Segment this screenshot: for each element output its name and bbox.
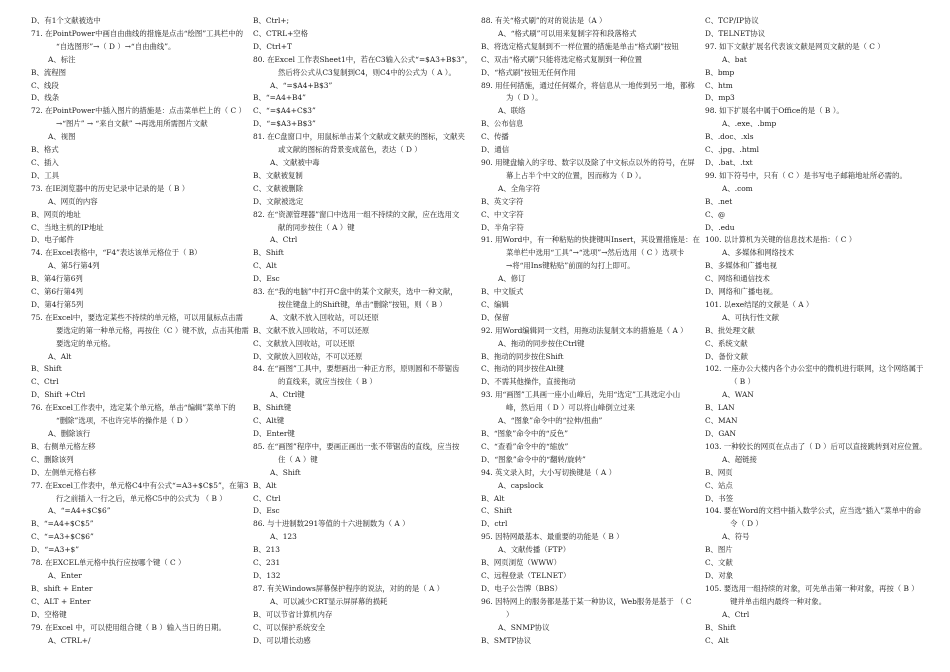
- text-line: 84. 在“画图”工具中，要想画出一种正方形，原则圆和不带锯齿: [253, 364, 460, 374]
- text-line: D、保留: [481, 312, 510, 322]
- text-line: A、文献被中毒: [270, 157, 320, 167]
- text-line: 81. 在C盘窗口中，用鼠标单击某个文献或文献夹的图标，文献夹: [253, 132, 465, 142]
- text-line: B、可以节省计算机内存: [253, 609, 333, 619]
- text-line: 然后将公式从C3复制到C4，则C4中的公式为（ A ）。: [278, 67, 456, 77]
- text-line: B、流程图: [31, 67, 66, 77]
- text-line: C、Shift: [481, 506, 512, 516]
- text-line: D、半角字符: [481, 222, 524, 232]
- text-line: C、“查看”命令中的“缩放”: [481, 441, 569, 451]
- text-line: B、第4行第6列: [31, 274, 83, 284]
- text-line: C、编辑: [481, 299, 509, 309]
- text-line: C、双击“格式刷”只能将选定格式复制到一种位置: [481, 54, 643, 64]
- text-line: C、系统文献: [705, 338, 748, 348]
- text-line: C、Alt键: [253, 416, 285, 426]
- text-line: D、电子邮件: [31, 235, 74, 245]
- text-line: 101. 以exe结尾的文献是（ A ）: [705, 299, 814, 309]
- text-line: 86. 与十进制数291等值的十六进制数为（ A ）: [253, 519, 410, 529]
- text-line: 94. 英文录入时，大小写切换键是（ A ）: [481, 467, 616, 477]
- text-line: D、有1个文献被选中: [31, 16, 101, 25]
- text-line: D、“格式刷”按钮无任何作用: [481, 67, 576, 77]
- text-line: A、文献不放入回收站，可以还原: [270, 312, 379, 322]
- text-line: D、Esc: [253, 274, 280, 284]
- text-line: B、Shift: [705, 622, 736, 632]
- text-line: 峰，然后用（ D ）可以将山峰倒立过来: [506, 403, 635, 413]
- text-line: 92. 用Word编辑同一文档，用拖动法复制文本的措施是（ A ）: [481, 325, 688, 335]
- text-line: A、SNMP协议: [498, 622, 550, 632]
- text-line: 91. 用Word中，有一种粘贴的快捷键叫Insert，其设置措施是：在: [481, 235, 700, 245]
- text-line: 88. 有关“格式刷”的对的说法是（A ）: [481, 16, 607, 25]
- text-line: 98. 如下扩展名中属于Office的是（ B ）。: [705, 106, 844, 116]
- text-line: A、“=$A4+B$3”: [270, 80, 333, 90]
- text-line: A、capslock: [498, 480, 544, 490]
- text-line: 77. 在Excel工作表中，单元格C4中有公式“=A3+$C$5”，在第3: [31, 480, 249, 490]
- text-line: 104. 要在Word的文档中插入数学公式，应当选“插入”菜单中的命: [705, 506, 922, 516]
- text-line: B、拖动的同步按住Shift: [481, 351, 564, 361]
- text-line: D、Ctrl+T: [253, 41, 292, 51]
- text-line: B、图片: [705, 545, 733, 555]
- text-line: 85. 在“画图”程序中，要画正画出一张不带锯齿的直线，应当按: [253, 441, 460, 451]
- text-line: C、第6行第4列: [31, 287, 84, 297]
- text-line: A、文献传播（FTP）: [498, 545, 571, 555]
- text-line: B、将选定格式复制到不一样位置的措施是单击“格式刷”按钮: [481, 41, 679, 51]
- text-line: B、公布信息: [481, 119, 524, 129]
- text-line: B、网页: [705, 467, 733, 477]
- text-line: 要选定的单元格。: [56, 338, 116, 348]
- text-line: A、“图象”命令中的“拉伸/扭曲”: [498, 416, 603, 426]
- text-line: →将“用Ins键粘贴”前面的勾打上即可。: [506, 261, 635, 271]
- text-line: D、网络和广播电视。: [705, 287, 778, 297]
- text-line: D、线条: [31, 93, 60, 103]
- column-1: [31, 15, 249, 647]
- text-line: A、Ctrl: [270, 235, 298, 245]
- text-line: 为（ D ）。: [506, 93, 543, 103]
- text-line: C、ALT + Enter: [31, 596, 91, 606]
- text-line: A、拖动的同步按住Ctrl键: [498, 338, 585, 348]
- text-line: D、.edu: [705, 222, 735, 232]
- text-line: D、第4行第5列: [31, 299, 84, 309]
- text-line: D、Esc: [253, 506, 280, 516]
- text-line: 80. 在Excel 工作表Sheet1中，若在C3输入公式“=$A3+B$3”，: [253, 54, 473, 64]
- text-line: A、WAN: [722, 390, 754, 400]
- text-line: A、.com: [722, 183, 753, 193]
- text-line: B、SMTP协议: [481, 635, 532, 645]
- text-line: D、电子公告牌（BBS）: [481, 583, 562, 593]
- text-line: B、213: [253, 545, 280, 555]
- text-line: 菜单栏中选用“工具”→“选项”→然后选用（ C ）选项卡: [506, 248, 685, 258]
- text-line: 76. 在Excel工作表中，选定某个单元格，单击“编辑”菜单下的: [31, 403, 236, 413]
- text-line: （ B ）: [730, 377, 755, 387]
- text-line: C、Alt: [705, 635, 729, 645]
- text-line: B、批处理文献: [705, 325, 755, 335]
- text-line: C、231: [253, 558, 281, 568]
- text-line: 83. 在“我的电脑”中打开C盘中的某个文献夹，选中一种文献，: [253, 287, 458, 297]
- text-line: C、“=$A4+C$3”: [253, 106, 316, 116]
- text-line: B、bmp: [705, 67, 735, 77]
- text-line: 的直线来，就应当按住（ B ）: [278, 377, 377, 387]
- text-line: 87. 有关Windows屏幕保护程序的说法，对的的是（ A ）: [253, 583, 445, 593]
- text-line: 78. 在EXCEL单元格中执行应按哪个键（ C ）: [31, 558, 186, 568]
- text-line: 96. 因特网上的服务都是基于某一种协议，Web服务是基于 （ C: [481, 596, 692, 606]
- text-line: 72. 在PointPower中插入图片的措施是：点击菜单栏上的（ C ）: [31, 106, 246, 116]
- text-line: D、TELNET协议: [705, 28, 766, 38]
- text-line: A、可以减少CRT显示屏屏幕的损耗: [270, 596, 388, 606]
- text-line: B、右侧单元格左移: [31, 441, 96, 451]
- text-line: 103. 一种较长的网页在点击了（ D ）后可以直接跳转到对应位置。: [705, 441, 927, 451]
- text-line: 献的同步按住（ A ）键: [278, 222, 355, 232]
- text-line: A、“格式刷”可以用来复制字符和段落格式: [498, 28, 637, 38]
- text-line: C、中文字符: [481, 209, 524, 219]
- text-line: 住（ A ）键: [278, 454, 318, 464]
- text-line: B、文献不放入回收站，不可以还原: [253, 325, 370, 335]
- text-line: B、文献被复制: [253, 170, 303, 180]
- text-line: A、标注: [48, 54, 76, 64]
- text-line: C、Ctrl: [31, 377, 59, 387]
- text-line: “自选图形”→（ D ）→“自由曲线”。: [56, 41, 176, 51]
- text-line: B、Alt: [481, 493, 505, 503]
- text-line: C、CTRL+空格: [253, 28, 309, 38]
- text-line: A、Ctrl: [722, 609, 750, 619]
- text-line: B、格式: [31, 145, 59, 155]
- text-line: A、CTRL+/: [48, 635, 91, 645]
- text-line: B、Shift: [253, 248, 284, 258]
- text-line: B、网页的地址: [31, 209, 81, 219]
- text-line: B、Shift: [31, 364, 62, 374]
- text-line: D、可以增长动感: [253, 635, 311, 645]
- text-line: C、“=A3+$C$6”: [31, 532, 94, 542]
- text-line: D、文献被选定: [253, 196, 304, 206]
- text-line: B、中文版式: [481, 287, 524, 297]
- text-line: C、@: [705, 209, 726, 219]
- text-line: 要选定的第一种单元格，再按住（C ）键不放，点击其他需: [56, 325, 249, 335]
- text-line: C、线段: [31, 80, 59, 90]
- text-line: B、Shift键: [253, 403, 292, 413]
- text-line: C、传播: [481, 132, 509, 142]
- text-line: D、备份文献: [705, 351, 748, 361]
- text-line: A、符号: [722, 532, 750, 542]
- text-line: C、当地主机的IP地址: [31, 222, 104, 232]
- text-line: C、文献被删除: [253, 183, 303, 193]
- text-line: D、ctrl: [481, 519, 508, 529]
- text-line: C、远程登录（TELNET）: [481, 570, 571, 580]
- text-line: →“图片” → “来自文献” →再选用所需图片文献: [56, 119, 208, 129]
- text-line: 71. 在PointPower中画自由曲线的措施是点击“绘图”工具栏中的: [31, 28, 244, 38]
- text-line: A、“=A4+$C$6”: [48, 506, 111, 516]
- text-line: C、Alt: [253, 261, 277, 271]
- text-line: A、联络: [498, 106, 526, 116]
- text-line: D、“图象”命令中的“翻转/旋转”: [481, 454, 586, 464]
- text-line: B、“图象”命令中的“反色”: [481, 429, 569, 438]
- text-line: B、“=A4+B4”: [253, 93, 306, 103]
- text-line: C、网络和通信技术: [705, 274, 770, 284]
- column-2: [253, 15, 475, 647]
- text-line: 幕上占半个中文的位置，因而称为（ D ）。: [506, 170, 646, 180]
- text-line: 按住键盘上的Shift键，单击“删除”按钮，则（ B ）: [278, 299, 447, 309]
- text-line: D、GAN: [705, 429, 737, 438]
- text-line: C、.jpg、.html: [705, 145, 759, 155]
- text-line: 95. 因特网最基本、最重要的功能是（ B ）: [481, 532, 624, 542]
- text-line: C、TCP/IP协议: [705, 16, 759, 25]
- text-line: 73. 在IE浏览器中的历史记录中记录的是（ B ）: [31, 183, 190, 193]
- text-line: D、文献放入回收站，不可以还原: [253, 351, 363, 361]
- text-line: D、Enter键: [253, 429, 295, 438]
- text-line: 97. 如下文献扩展名代表该文献是网页文献的是（ C ）: [705, 41, 885, 51]
- text-line: A、.exe、.bmp: [722, 119, 777, 129]
- text-line: C、文献: [705, 558, 733, 568]
- text-line: 令（ D ）: [730, 519, 763, 529]
- text-line: B、shift + Enter: [31, 583, 93, 593]
- text-line: A、超链接: [722, 454, 757, 464]
- text-line: 键并单击组内最终一种对象。: [730, 596, 827, 606]
- text-line: A、可执行性文献: [722, 312, 780, 322]
- text-line: A、网页的内容: [48, 196, 98, 206]
- text-line: C、站点: [705, 480, 733, 490]
- text-line: C、可以保护系统安全: [253, 622, 326, 632]
- text-line: A、修订: [498, 274, 526, 284]
- text-line: A、Alt: [48, 351, 72, 361]
- text-line: D、.bat、.txt: [705, 157, 753, 167]
- text-line: D、mp3: [705, 93, 735, 103]
- text-line: 105. 要选用一组持续的对象，可先单击第一种对象，再按（ B ）: [705, 583, 919, 593]
- text-line: B、Alt: [253, 480, 277, 490]
- text-line: 99. 如下符号中，只有（ C ）是书写电子邮箱地址所必需的。: [705, 170, 907, 180]
- text-line: A、多媒体和网络技术: [722, 248, 794, 258]
- text-line: D、Shift +Ctrl: [31, 390, 86, 400]
- text-line: B、.net: [705, 196, 733, 206]
- text-line: 100. 以计算机为关键的信息技术是指：（ C ）: [705, 235, 857, 245]
- text-line: D、不需其他操作，直接拖动: [481, 377, 576, 387]
- text-line: 90. 用键盘输入的字母、数字以及除了中文标点以外的符号，在屏: [481, 157, 695, 167]
- text-line: A、Shift: [270, 467, 301, 477]
- text-line: B、多媒体和广播电视: [705, 261, 777, 271]
- column-4: [705, 15, 927, 647]
- text-line: D、通信: [481, 145, 510, 155]
- text-line: 或文献的图标的背景变成蓝色，表达（ D ）: [278, 145, 422, 155]
- text-line: B、网页浏览（WWW）: [481, 558, 561, 568]
- text-line: A、视图: [48, 132, 76, 142]
- text-line: D、“=$A3+B$3”: [253, 119, 316, 129]
- text-line: A、123: [270, 532, 297, 542]
- text-line: D、空格键: [31, 609, 67, 619]
- text-line: C、插入: [31, 157, 59, 167]
- text-line: 82. 在“资源管理器”窗口中选用一组不持续的文献，应在选用文: [253, 209, 460, 219]
- text-line: 75. 在Excel中，要选定某些不持续的单元格，可以用鼠标点击需: [31, 312, 243, 322]
- text-line: B、.doc、.xls: [705, 132, 754, 142]
- text-line: ）: [506, 609, 514, 619]
- text-line: C、MAN: [705, 416, 738, 426]
- text-line: B、Ctrl+;: [253, 16, 290, 25]
- text-line: B、“=A4+$C$5”: [31, 519, 94, 529]
- text-line: A、bat: [722, 54, 747, 64]
- text-line: D、132: [253, 570, 281, 580]
- text-line: D、书签: [705, 493, 734, 503]
- text-line: 74. 在Excel表格中，“F4”表达该单元格位于（ B）: [31, 248, 202, 258]
- text-line: C、htm: [705, 80, 733, 90]
- text-line: 102. 一座办公大楼内各个办公室中的微机进行联网，这个网络属于: [705, 364, 924, 374]
- text-line: 93. 用“画图”工具画一座小山峰后，先用“选定”工具选定小山: [481, 390, 681, 400]
- text-line: C、Ctrl: [253, 493, 281, 503]
- text-line: D、“=A3+$”: [31, 545, 79, 555]
- text-line: 79. 在Excel 中，可以使用组合键（ B ）输入当日的日期。: [31, 622, 226, 632]
- text-line: C、文献放入回收站，可以还原: [253, 338, 355, 348]
- text-line: A、第5行第4列: [48, 261, 100, 271]
- text-line: 行之前插入一行之后，单元格C5中的公式为 （ B ）: [56, 493, 227, 503]
- text-line: C、删除该列: [31, 454, 74, 464]
- text-line: A、删除该行: [48, 429, 91, 438]
- text-line: C、拖动的同步按住Alt键: [481, 364, 564, 374]
- text-line: B、LAN: [705, 403, 735, 413]
- text-line: A、Enter: [48, 570, 82, 580]
- text-line: “删除”选项，不也许完毕的操作是（ D ）: [56, 416, 193, 426]
- text-line: 89. 用任何措施，通过任何媒介，将信息从一地传到另一地，都称: [481, 80, 695, 90]
- column-3: [481, 15, 699, 647]
- text-line: B、英文字符: [481, 196, 524, 206]
- text-line: D、对象: [705, 570, 734, 580]
- text-line: A、Ctrl键: [270, 390, 305, 400]
- text-line: D、工具: [31, 170, 60, 180]
- text-line: A、全角字符: [498, 183, 541, 193]
- text-line: D、左侧单元格右移: [31, 467, 97, 477]
